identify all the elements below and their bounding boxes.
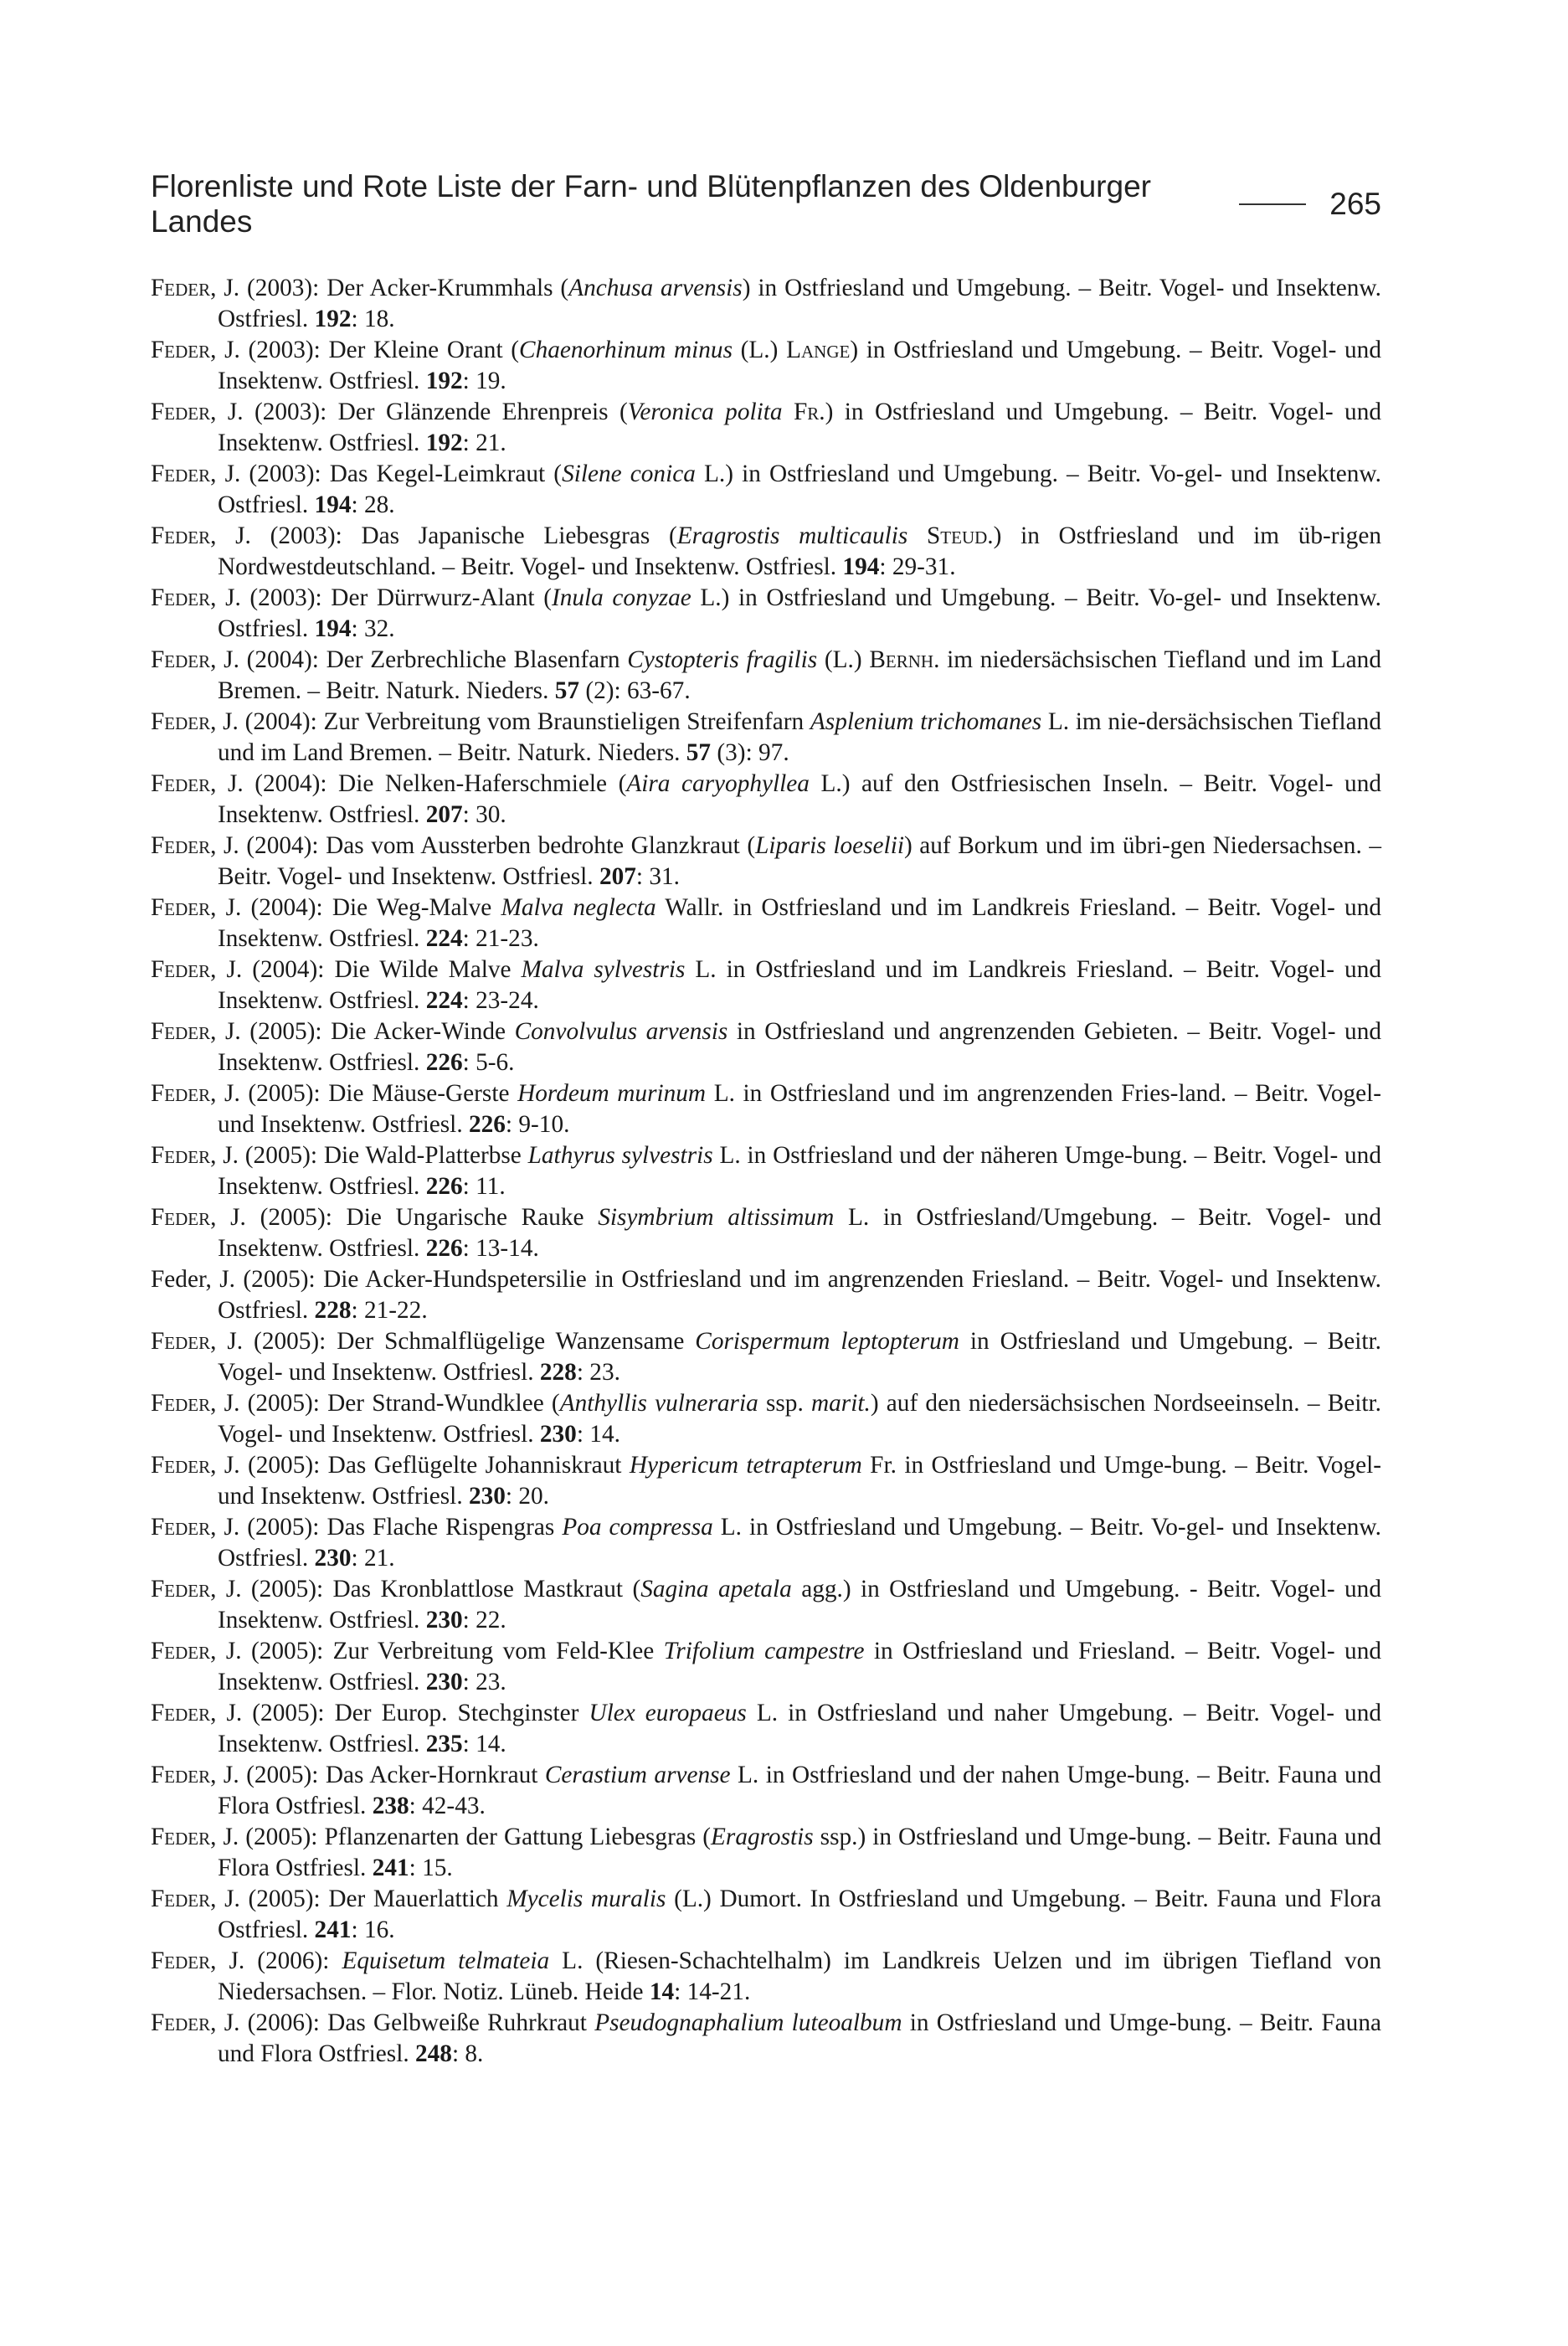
reference-entry [151, 521, 1381, 583]
author-name: Feder [151, 2009, 211, 2036]
reference-text: (L.) [732, 337, 787, 363]
author-name: Feder [151, 708, 211, 735]
reference-text: , J. (2005): Der Europ. Stechginster [210, 1700, 589, 1726]
reference-text: , J. (2005): Der Mauerlattich [210, 1886, 507, 1912]
reference-text: L. in Ostfriesland und naher Umgebung. – Beitr. Vogel- und Insektenw. Ostfriesl. [218, 1700, 1381, 1757]
author-name: Feder [151, 275, 211, 301]
reference-text: ) in Ostfriesland und Umgebung. – Beitr. Vogel- und Insektenw. Ostfriesl. [218, 275, 1382, 332]
reference-text: : 9-10. [505, 1111, 570, 1138]
reference-entry [151, 831, 1381, 893]
reference-text: : 42-43. [409, 1793, 486, 1819]
author-name: Feder [151, 1204, 211, 1231]
author-name: Feder [151, 1824, 211, 1850]
reference-text: : 16. [351, 1916, 395, 1943]
reference-entry [151, 645, 1381, 707]
reference-entry [151, 707, 1381, 769]
reference-text: L. in Ostfriesland und der nahen Umge-bung. – Beitr. Fauna und Flora Ostfriesl. [218, 1762, 1381, 1819]
reference-entry [151, 1884, 1381, 1946]
taxon-name: Eragrostis [711, 1824, 814, 1850]
reference-text: , J. (2005): Das Kronblattlose Mastkraut ( [210, 1576, 641, 1603]
taxon-name: Silene conica [562, 460, 696, 487]
volume-number: 57 [686, 739, 712, 766]
reference-text: , J. (2003): Der Acker-Krummhals ( [210, 275, 569, 301]
reference-text: in Ostfriesland und Umgebung. – Beitr. Vogel- und Insektenw. Ostfriesl. [218, 1328, 1381, 1386]
taxon-name: Poa compressa [562, 1514, 713, 1541]
reference-text: L.) in Ostfriesland und Umgebung. – Beitr. Vo-gel- und Insektenw. Ostfriesl. [218, 584, 1381, 642]
reference-entry [151, 1264, 1381, 1326]
reference-text: , J. (2005): Der Strand-Wundklee ( [210, 1390, 560, 1417]
volume-number: 230 [425, 1607, 463, 1633]
reference-text: : 28. [351, 491, 395, 518]
taxon-name: Liparis loeselii [755, 832, 904, 859]
reference-text: L. in Ostfriesland und im Landkreis Friesland. – Beitr. Vogel- und Insektenw. Ostfriesl. [218, 956, 1381, 1014]
taxon-name: Ulex europaeus [589, 1700, 747, 1726]
reference-text [783, 399, 794, 425]
reference-text: , J. (2005): Die Wald-Platterbse [210, 1142, 528, 1169]
volume-number: 230 [314, 1545, 352, 1572]
taxon-name: Anchusa arvensis [568, 275, 743, 301]
reference-text: Feder, J. (2005): Die Acker-Hundspetersilie in Ostfriesland und im angrenzenden Friesland. – Beitr. Vogel- und Insektenw. Ostfriesl. [151, 1266, 1381, 1324]
reference-text: ssp. [758, 1390, 811, 1417]
reference-text: , J. (2003): Das Kegel-Leimkraut ( [210, 460, 563, 487]
reference-text: L. in Ostfriesland und Umgebung. – Beitr. Vo-gel- und Insektenw. Ostfriesl. [218, 1514, 1381, 1572]
reference-text: : 20. [505, 1483, 550, 1510]
reference-entry [151, 1822, 1381, 1884]
author-name: Feder [151, 832, 211, 859]
taxon-name: Convolvulus arvensis [514, 1018, 728, 1045]
reference-text: (3): 97. [711, 739, 789, 766]
reference-text: in Ostfriesland und Friesland. – Beitr. Vogel- und Insektenw. Ostfriesl. [218, 1638, 1382, 1695]
taxon-name: Eragrostis multicaulis [676, 522, 908, 549]
reference-text: , J. (2005): Der Schmalflügelige Wanzensame [210, 1328, 696, 1355]
author-name: Feder [151, 1080, 211, 1107]
reference-text: : 32. [351, 615, 395, 642]
author-name: Fr [793, 399, 820, 425]
reference-text: L. (Riesen-Schachtelhalm) im Landkreis Uelzen und im übrigen Tiefland von Niedersachsen. – Flor. Notiz. Lüneb. Heide [218, 1947, 1381, 2005]
reference-text: : 21. [462, 430, 506, 456]
author-name: Feder [151, 1142, 211, 1169]
reference-text: , J. (2006): [210, 1947, 342, 1974]
reference-entry [151, 397, 1381, 459]
reference-text: .) in Ostfriesland und im üb-rigen Nordwestdeutschland. – Beitr. Vogel- und Insektenw. Ostfriesl. [218, 522, 1381, 580]
reference-text: Wallr. in Ostfriesland und im Landkreis Friesland. – Beitr. Vogel- und Insektenw. Ostfriesl. [218, 894, 1382, 952]
author-name: Feder [151, 1390, 211, 1417]
taxon-name: Asplenium trichomanes [810, 708, 1042, 735]
reference-text: .) in Ostfriesland und Umgebung. – Beitr. Vogel- und Insektenw. Ostfriesl. [218, 399, 1382, 456]
volume-number: 192 [314, 306, 352, 332]
reference-text: : 14-21. [674, 1978, 751, 2005]
taxon-name: Hordeum murinum [517, 1080, 707, 1107]
author-name: Feder [151, 894, 211, 921]
volume-number: 230 [539, 1421, 577, 1448]
author-name: Feder [151, 646, 211, 673]
reference-entry [151, 1326, 1381, 1388]
reference-text: , J. (2005): Die Acker-Winde [210, 1018, 515, 1045]
reference-text: in Ostfriesland und angrenzenden Gebieten. – Beitr. Vogel- und Insektenw. Ostfriesl. [218, 1018, 1381, 1076]
reference-text: ) auf Borkum und im übri-gen Niedersachsen. – Beitr. Vogel- und Insektenw. Ostfriesl. [218, 832, 1381, 890]
volume-number: 226 [425, 1049, 463, 1076]
author-name: Feder [151, 956, 211, 983]
reference-entry [151, 1078, 1381, 1140]
reference-text: : 21-22. [351, 1297, 428, 1324]
taxon-name: Mycelis muralis [506, 1886, 666, 1912]
reference-text: . im niedersächsischen Tiefland und im Land Bremen. – Beitr. Naturk. Nieders. [218, 646, 1381, 704]
reference-text: : 19. [462, 368, 506, 394]
author-name: Bernh [869, 646, 934, 673]
reference-text [907, 522, 927, 549]
reference-entry [151, 1760, 1381, 1822]
author-name: Feder [151, 522, 211, 549]
volume-number: 230 [468, 1483, 506, 1510]
reference-text: : 21-23. [462, 925, 539, 952]
reference-text: , J. (2006): Das Gelbweiße Ruhrkraut [210, 2009, 595, 2036]
reference-entry [151, 1388, 1381, 1450]
reference-text: : 22. [462, 1607, 506, 1633]
taxon-name: Equisetum telmateia [342, 1947, 550, 1974]
reference-text: , J. (2004): Die Wilde Malve [210, 956, 522, 983]
running-head-title: Florenliste und Rote Liste der Farn- und Blütenpflanzen des Oldenburger Landes [151, 169, 1151, 239]
taxon-name: Sisymbrium altissimum [598, 1204, 835, 1231]
reference-text: (L.) Dumort. In Ostfriesland und Umgebung. – Beitr. Fauna und Flora Ostfriesl. [218, 1886, 1381, 1943]
author-name: Feder [151, 1576, 211, 1603]
reference-text: ) in Ostfriesland und Umgebung. – Beitr. Vogel- und Insektenw. Ostfriesl. [218, 337, 1381, 394]
volume-number: 226 [425, 1235, 463, 1262]
volume-number: 248 [414, 2040, 452, 2067]
reference-text: , J. (2005): Zur Verbreitung vom Feld-Klee [210, 1638, 664, 1664]
reference-entry [151, 1450, 1381, 1512]
reference-text: : 5-6. [462, 1049, 515, 1076]
volume-number: 194 [314, 491, 352, 518]
author-name: Feder [151, 770, 211, 797]
reference-text: , J. (2004): Das vom Aussterben bedrohte Glanzkraut ( [210, 832, 756, 859]
reference-text: : 8. [451, 2040, 484, 2067]
author-name: Feder [151, 1947, 211, 1974]
reference-text: , J. (2004): Der Zerbrechliche Blasenfarn [210, 646, 628, 673]
reference-text: ) auf den niedersächsischen Nordseeinseln. – Beitr. Vogel- und Insektenw. Ostfriesl. [218, 1390, 1381, 1448]
volume-number: 228 [539, 1359, 577, 1386]
volume-number: 241 [372, 1855, 409, 1881]
volume-number: 226 [425, 1173, 463, 1200]
reference-text: : 23. [462, 1669, 506, 1695]
reference-text: , J. (2004): Zur Verbreitung vom Braunstieligen Streifenfarn [210, 708, 810, 735]
taxon-name: Cystopteris fragilis [627, 646, 818, 673]
taxon-name: Anthyllis vulneraria [559, 1390, 758, 1417]
taxon-name: Hypericum tetrapterum [629, 1452, 862, 1479]
taxon-name: Inula conyzae [551, 584, 691, 611]
reference-text: L. in Ostfriesland und der näheren Umge-bung. – Beitr. Vogel- und Insektenw. Ostfriesl. [218, 1142, 1381, 1200]
author-name: Feder [151, 1018, 211, 1045]
reference-text: , J. (2005): Pflanzenarten der Gattung Liebesgras ( [210, 1824, 712, 1850]
author-name: Feder [151, 1328, 211, 1355]
reference-entry [151, 1946, 1381, 2008]
taxon-name: marit. [811, 1390, 871, 1417]
volume-number: 228 [314, 1297, 352, 1324]
reference-entry [151, 893, 1381, 954]
taxon-name: Lathyrus sylvestris [527, 1142, 713, 1169]
reference-entry [151, 1140, 1381, 1202]
reference-text: : 23. [576, 1359, 620, 1386]
reference-entry [151, 1016, 1381, 1078]
reference-text: : 29-31. [879, 553, 956, 580]
volume-number: 226 [468, 1111, 506, 1138]
reference-text: , J. (2004): Die Nelken-Haferschmiele ( [210, 770, 627, 797]
reference-text: : 14. [576, 1421, 620, 1448]
reference-text: : 18. [351, 306, 395, 332]
reference-entry [151, 273, 1381, 335]
reference-text: in Ostfriesland und Umge-bung. – Beitr. Fauna und Flora Ostfriesl. [218, 2009, 1381, 2067]
taxon-name: Malva neglecta [501, 894, 656, 921]
volume-number: 14 [649, 1978, 675, 2005]
reference-text: : 31. [635, 863, 680, 890]
reference-text: : 13-14. [462, 1235, 539, 1262]
volume-number: 224 [425, 925, 463, 952]
reference-entry [151, 459, 1381, 521]
author-name: Feder [151, 1700, 211, 1726]
taxon-name: Trifolium campestre [663, 1638, 865, 1664]
author-name: Steud [927, 522, 988, 549]
reference-text: ssp.) in Ostfriesland und Umge-bung. – Beitr. Fauna und Flora Ostfriesl. [218, 1824, 1381, 1881]
reference-text: , J. (2003): Der Dürrwurz-Alant ( [210, 584, 552, 611]
reference-text: , J. (2005): Die Mäuse-Gerste [210, 1080, 518, 1107]
reference-text: L. in Ostfriesland und im angrenzenden Fries-land. – Beitr. Vogel- und Insektenw. Ostfriesl. [218, 1080, 1382, 1138]
volume-number: 230 [425, 1669, 463, 1695]
reference-entry [151, 335, 1381, 397]
reference-text: L. im nie-dersächsischen Tiefland und im Land Bremen. – Beitr. Naturk. Nieders. [218, 708, 1381, 766]
reference-text: : 15. [409, 1855, 453, 1881]
reference-text: Fr. in Ostfriesland und Umge-bung. – Beitr. Vogel- und Insektenw. Ostfriesl. [218, 1452, 1381, 1510]
volume-number: 207 [599, 863, 636, 890]
page-number: 265 [1329, 187, 1381, 221]
reference-entry [151, 1636, 1381, 1698]
reference-text: L.) in Ostfriesland und Umgebung. – Beitr. Vo-gel- und Insektenw. Ostfriesl. [218, 460, 1381, 518]
reference-text: : 11. [462, 1173, 506, 1200]
author-name: Feder [151, 1638, 211, 1664]
reference-entry [151, 583, 1381, 645]
author-name: Lange [786, 337, 851, 363]
volume-number: 241 [314, 1916, 352, 1943]
reference-entry [151, 769, 1381, 831]
author-name: Feder [151, 337, 211, 363]
volume-number: 57 [554, 677, 580, 704]
reference-text: : 30. [462, 801, 506, 828]
volume-number: 207 [425, 801, 463, 828]
taxon-name: Corispermum leptopterum [695, 1328, 959, 1355]
volume-number: 194 [842, 553, 880, 580]
taxon-name: Cerastium arvense [544, 1762, 731, 1788]
reference-list [151, 273, 1381, 2070]
taxon-name: Sagina apetala [640, 1576, 792, 1603]
running-head [151, 169, 1381, 239]
taxon-name: Malva sylvestris [521, 956, 686, 983]
reference-text: , J. (2004): Die Weg-Malve [210, 894, 501, 921]
author-name: Feder [151, 1514, 211, 1541]
running-head-rule [1239, 203, 1306, 205]
volume-number: 194 [314, 615, 352, 642]
reference-entry [151, 1698, 1381, 1760]
taxon-name: Veronica polita [627, 399, 783, 425]
reference-text: (L.) [817, 646, 870, 673]
reference-text: L.) auf den Ostfriesischen Inseln. – Beitr. Vogel- und Insektenw. Ostfriesl. [218, 770, 1381, 828]
author-name: Feder [151, 1452, 211, 1479]
reference-text: : 21. [351, 1545, 395, 1572]
reference-entry [151, 954, 1381, 1016]
taxon-name: Chaenorhinum minus [519, 337, 733, 363]
reference-text: , J. (2005): Das Flache Rispengras [210, 1514, 563, 1541]
volume-number: 224 [425, 987, 463, 1014]
taxon-name: Pseudognaphalium luteoalbum [594, 2009, 902, 2036]
reference-entry [151, 2008, 1381, 2070]
author-name: Feder [151, 399, 211, 425]
reference-text: , J. (2003): Der Kleine Orant ( [210, 337, 520, 363]
author-name: Feder [151, 584, 211, 611]
reference-text: : 14. [462, 1731, 506, 1757]
author-name: Feder [151, 1886, 211, 1912]
reference-text: L. in Ostfriesland/Umgebung. – Beitr. Vogel- und Insektenw. Ostfriesl. [218, 1204, 1381, 1262]
reference-text: , J. (2003): Der Glänzende Ehrenpreis ( [210, 399, 628, 425]
taxon-name: Aira caryophyllea [626, 770, 810, 797]
reference-entry [151, 1574, 1381, 1636]
reference-text: , J. (2005): Das Acker-Hornkraut [210, 1762, 545, 1788]
reference-text: , J. (2005): Die Ungarische Rauke [210, 1204, 599, 1231]
author-name: Feder [151, 1762, 211, 1788]
reference-text: (2): 63-67. [579, 677, 691, 704]
volume-number: 235 [425, 1731, 463, 1757]
reference-text: , J. (2003): Das Japanische Liebesgras ( [210, 522, 677, 549]
author-name: Feder [151, 460, 211, 487]
reference-text: : 23-24. [462, 987, 539, 1014]
reference-text: , J. (2005): Das Geflügelte Johanniskraut [210, 1452, 630, 1479]
volume-number: 238 [372, 1793, 409, 1819]
volume-number: 192 [425, 368, 463, 394]
reference-entry [151, 1512, 1381, 1574]
volume-number: 192 [425, 430, 463, 456]
reference-entry [151, 1202, 1381, 1264]
reference-text: agg.) in Ostfriesland und Umgebung. - Beitr. Vogel- und Insektenw. Ostfriesl. [218, 1576, 1381, 1633]
